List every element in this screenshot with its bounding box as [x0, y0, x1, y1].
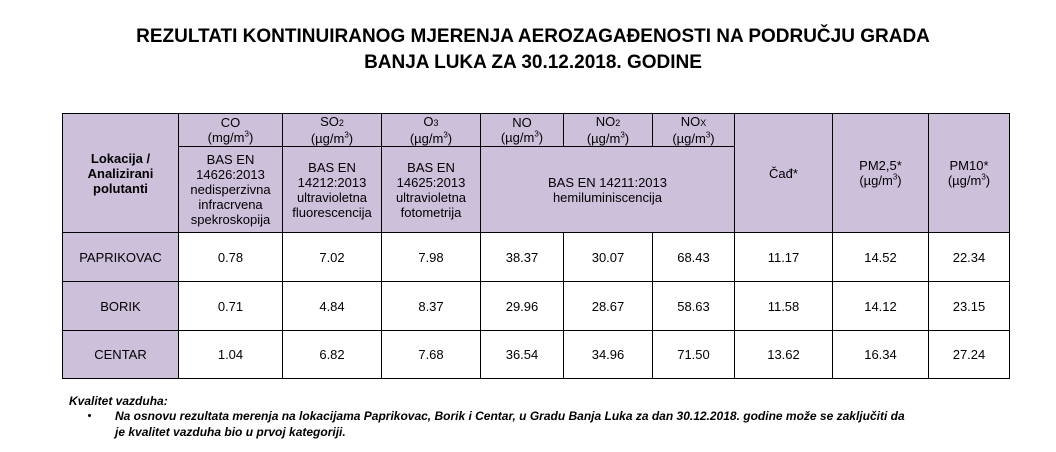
- value-cell: 11.17: [735, 233, 833, 282]
- pm25-header: PM2,5* $(\mu g/m^3)$: [833, 114, 929, 233]
- table-row: [63, 331, 1010, 379]
- so2-header: SO2 $(\mu g/m^3)$: [283, 114, 382, 147]
- title-line-2: BANJA LUKA ZA 30.12.2018. GODINE: [364, 52, 702, 73]
- value-cell: 58.63: [653, 282, 735, 331]
- value-cell: 36.54: [481, 331, 564, 379]
- conclusion-line-2: je kvalitet vazduha bio u prvoj kategoriji.: [115, 425, 346, 439]
- value-cell: 23.15: [929, 282, 1010, 331]
- co-method: BAS EN 14626:2013 nedisperzivna infracrvena spekroskopija: [179, 147, 283, 233]
- value-cell: 0.71: [179, 282, 283, 331]
- value-cell: 27.24: [929, 331, 1010, 379]
- value-cell: 34.96: [564, 331, 653, 379]
- table-row: [63, 282, 1010, 331]
- value-cell: 11.58: [735, 282, 833, 331]
- air-quality-heading: Kvalitet vazduha:: [69, 394, 168, 408]
- value-cell: 4.84: [283, 282, 382, 331]
- o3-method: BAS EN 14625:2013 ultravioletna fotometrija: [382, 147, 481, 233]
- location-pollutant-header: Lokacija / Analizirani polutanti: [63, 114, 179, 233]
- value-cell: 7.68: [382, 331, 481, 379]
- value-cell: 1.04: [179, 331, 283, 379]
- value-cell: 68.43: [653, 233, 735, 282]
- value-cell: 0.78: [179, 233, 283, 282]
- value-cell: 71.50: [653, 331, 735, 379]
- so2-method: BAS EN 14212:2013 ultravioletna fluorescencija: [283, 147, 382, 233]
- value-cell: 16.34: [833, 331, 929, 379]
- value-cell: 29.96: [481, 282, 564, 331]
- value-cell: 14.12: [833, 282, 929, 331]
- value-cell: 7.98: [382, 233, 481, 282]
- conclusion-line-1: Na osnovu rezultata merenja na lokacijama Paprikovac, Borik i Centar, u Gradu Banja Luka za dan 30.12.2018. godine može se zaključiti da: [115, 409, 905, 423]
- pm10-header: PM10* $(\mu g/m^3)$: [929, 114, 1010, 233]
- no2-header: NO2 $(\mu g/m^3)$: [564, 114, 653, 147]
- nox-method: BAS EN 14211:2013 hemiluminiscencija: [481, 147, 735, 233]
- no-header: NO $(\mu g/m^3)$: [481, 114, 564, 147]
- value-cell: 13.62: [735, 331, 833, 379]
- title-line-1: REZULTATI KONTINUIRANOG MJERENJA AEROZAGAĐENOSTI NA PODRUČJU GRADA: [136, 26, 930, 47]
- value-cell: 14.52: [833, 233, 929, 282]
- nox-header: NOX $(\mu g/m^3)$: [653, 114, 735, 147]
- value-cell: 7.02: [283, 233, 382, 282]
- value-cell: 8.37: [382, 282, 481, 331]
- o3-header: O3 $(\mu g/m^3)$: [382, 114, 481, 147]
- table-row: [63, 233, 1010, 282]
- value-cell: 22.34: [929, 233, 1010, 282]
- bullet-icon: [88, 414, 91, 417]
- location-cell: PAPRIKOVAC: [63, 233, 179, 282]
- cad-header: Čađ*: [735, 114, 833, 233]
- value-cell: 28.67: [564, 282, 653, 331]
- location-cell: CENTAR: [63, 331, 179, 379]
- value-cell: 30.07: [564, 233, 653, 282]
- results-table: [62, 113, 1010, 379]
- value-cell: 6.82: [283, 331, 382, 379]
- document-title: [0, 24, 1056, 76]
- co-header: CO $(mg/m^3)$: [179, 114, 283, 147]
- value-cell: 38.37: [481, 233, 564, 282]
- location-cell: BORIK: [63, 282, 179, 331]
